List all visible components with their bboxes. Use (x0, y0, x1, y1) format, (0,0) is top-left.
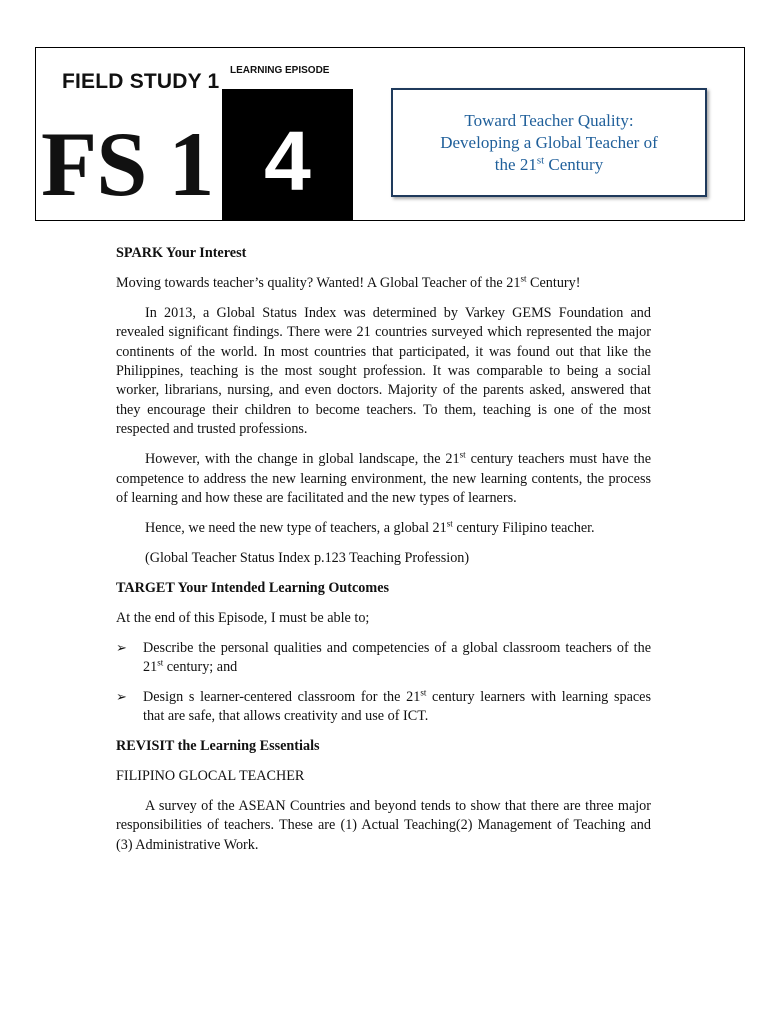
spark-intro-text: Moving towards teacher’s quality? Wanted! A Global Teacher of the 21 (116, 274, 521, 291)
outcome-2-text: Design s learner-centered classroom for the 21 (143, 688, 421, 705)
outcome-item (116, 688, 651, 727)
spark-paragraph-2-text: However, with the change in global landscape, the 21 (145, 451, 460, 468)
outcome-1-end: century; and (163, 658, 238, 675)
episode-title-box (391, 88, 707, 197)
arrowhead-bullet-icon: ➢ (116, 640, 127, 656)
spark-heading: SPARK Your Interest (116, 245, 247, 261)
outcome-2-end: century learners with learning spaces that are safe, that allows creativity and use of ICT. (143, 688, 651, 725)
spark-paragraph-2 (116, 450, 651, 508)
learning-episode-label: LEARNING EPISODE (230, 65, 330, 76)
document-body (116, 244, 651, 866)
title-line-3-sup: st (536, 153, 545, 166)
spark-intro-end: Century! (526, 274, 581, 291)
citation: (Global Teacher Status Index p.123 Teaching Profession) (145, 549, 470, 566)
spark-intro-sup: st (520, 273, 527, 284)
outcome-1-text: Describe the personal qualities and competencies of a global classroom teachers of the 21 (143, 639, 651, 675)
episode-header (35, 47, 745, 221)
outcome-2-sup: st (420, 687, 427, 698)
spark-paragraph-2-sup: st (459, 449, 466, 460)
revisit-heading: REVISIT the Learning Essentials (116, 738, 320, 755)
episode-number: 4 (264, 114, 311, 208)
target-heading: TARGET Your Intended Learning Outcomes (116, 579, 390, 596)
arrowhead-bullet-icon: ➢ (116, 689, 127, 705)
title-line-3-text: the 21 (494, 154, 537, 174)
outcome-item (116, 639, 651, 678)
title-line-3 (495, 154, 603, 176)
spark-paragraph-3-text: Hence, we need the new type of teachers, a global 21 (145, 519, 447, 536)
spark-paragraph-3-sup: st (446, 518, 453, 529)
spark-paragraph-3-end: century Filipino teacher. (452, 519, 595, 536)
title-line-2: Developing a Global Teacher of (440, 132, 658, 152)
spark-paragraph-1: In 2013, a Global Status Index was determined by Varkey GEMS Foundation and revealed significant findings. There were 21 countries surveyed which represented the major continents of the world. In most countries that participated, it was found out that like the Philippines, teaching is the most sought profession. It was comparable to being a social worker, librarians, nursing, and even doctors. Majority of the parents asked, answered that they encourage their children to become teachers. To them, teaching is one of the most respected and trusted professions. (116, 304, 651, 438)
outcome-1-sup: st (157, 657, 164, 668)
spark-paragraph-2-end: century teachers must have the competence to address the new learning environment, the new learning contents, the process of learning and how these are facilitated and the new types of learners. (116, 451, 651, 506)
spark-paragraph-3 (116, 519, 651, 538)
target-intro: At the end of this Episode, I must be able to; (116, 609, 370, 626)
fs-code: FS 1 (41, 113, 214, 215)
spark-intro (116, 274, 651, 293)
revisit-subheading: FILIPINO GLOCAL TEACHER (116, 768, 305, 785)
revisit-paragraph: A survey of the ASEAN Countries and beyond tends to show that there are three major responsibilities of teachers. These are (1) Actual Teaching(2) Management of Teaching and (3) Administrative Work. (116, 797, 651, 853)
title-line-3-end: Century (544, 154, 604, 174)
episode-number-box (222, 89, 353, 221)
field-study-label: FIELD STUDY 1 (62, 70, 220, 93)
title-line-1: Toward Teacher Quality: (464, 110, 634, 130)
